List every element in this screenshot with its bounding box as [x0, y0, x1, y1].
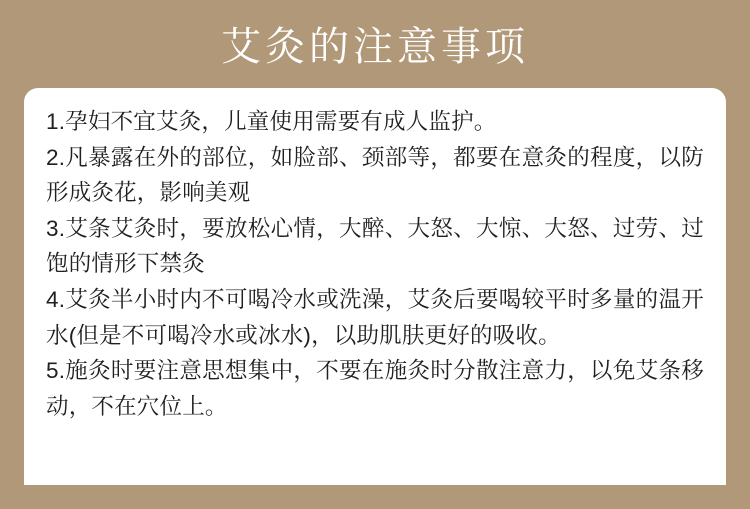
list-item: 5.施灸时要注意思想集中，不要在施灸时分散注意力，以免艾条移动，不在穴位上。 [46, 358, 704, 419]
list-item: 3.艾条艾灸时，要放松心情，大醉、大怒、大惊、大怒、过劳、过饱的情形下禁灸 [46, 215, 704, 277]
card-header [0, 0, 750, 88]
content-panel [24, 88, 726, 485]
bottom-strip [0, 485, 750, 509]
list-item: 4.艾灸半小时内不可喝冷水或洗澡，艾灸后要喝较平时多量的温开水(但是不可喝冷水或冰水)，以助肌肤更好的吸收。 [46, 286, 704, 348]
list-item: 1.孕妇不宜艾灸，儿童使用需要有成人监护。 [46, 109, 497, 134]
list-item: 2.凡暴露在外的部位，如脸部、颈部等，都要在意灸的程度，以防形成灸花，影响美观 [46, 144, 704, 206]
page-title: 艾灸的注意事项 [221, 25, 529, 69]
